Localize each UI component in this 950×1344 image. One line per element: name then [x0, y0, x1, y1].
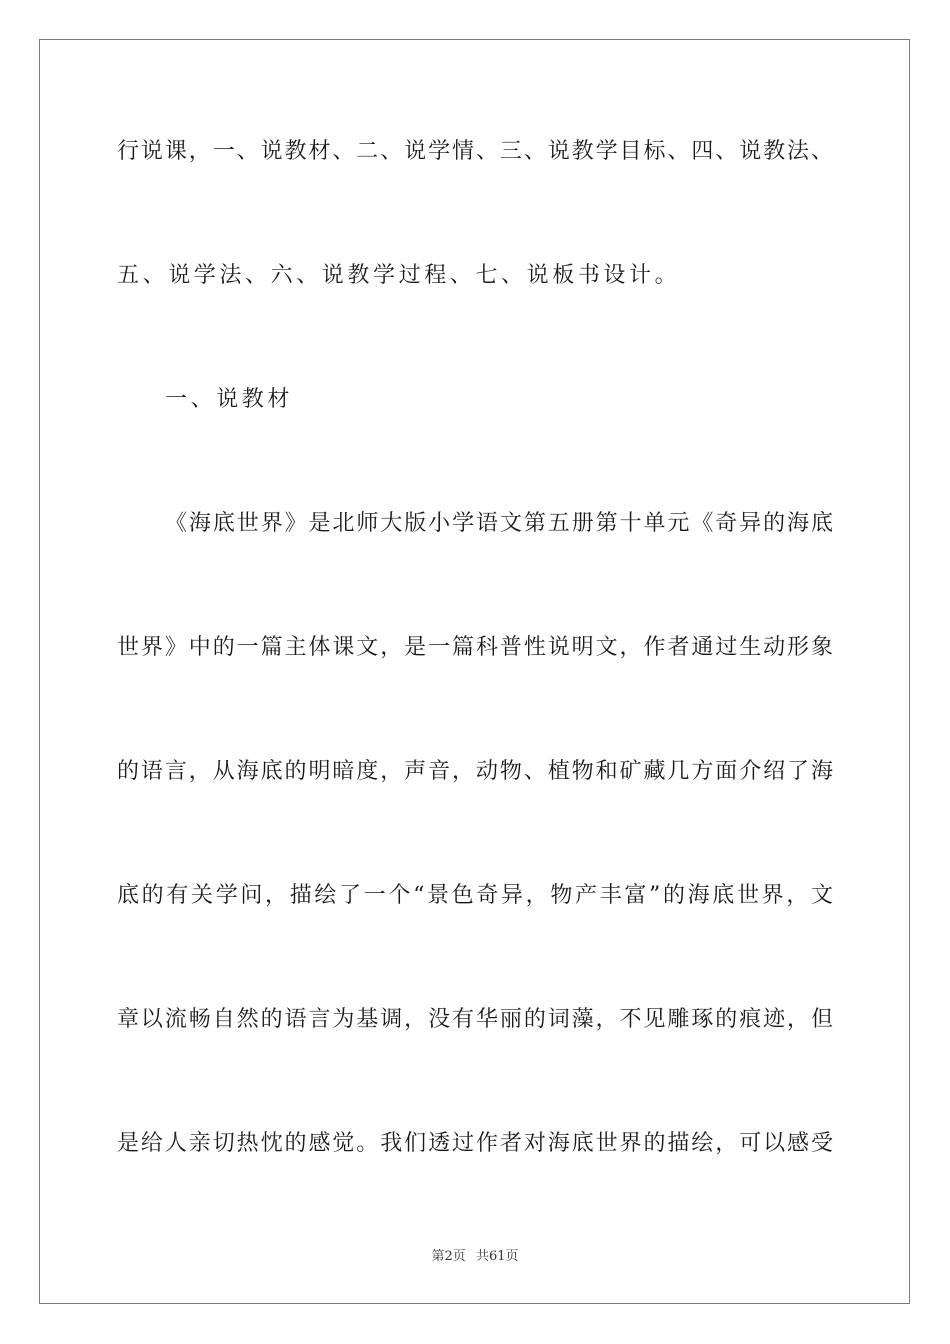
- paragraph-line: 《海底世界》是北师大版小学语文第五册第十单元《奇异的海底: [165, 511, 833, 536]
- paragraph-line: 章以流畅自然的语言为基调，没有华丽的词藻，不见雕琢的痕迹，但: [117, 1007, 833, 1032]
- section-heading: 一、说教材: [165, 387, 294, 412]
- page-border: [39, 39, 910, 1304]
- paragraph-line: 底的有关学问，描绘了一个“景色奇异，物产丰富”的海底世界，文: [117, 883, 833, 908]
- page-footer: [0, 1248, 950, 1266]
- paragraph-line: 五、说学法、六、说教学过程、七、说板书设计。: [117, 263, 681, 288]
- paragraph-line: 行说课，一、说教材、二、说学情、三、说教学目标、四、说教法、: [117, 139, 833, 164]
- page-total: 共61页: [475, 1249, 519, 1264]
- paragraph-line: 的语言，从海底的明暗度，声音，动物、植物和矿藏几方面介绍了海: [117, 759, 833, 784]
- paragraph-line: 是给人亲切热忱的感觉。我们透过作者对海底世界的描绘，可以感受: [117, 1131, 833, 1156]
- page-number: 第2页: [431, 1249, 466, 1264]
- paragraph-line: 世界》中的一篇主体课文，是一篇科普性说明文，作者通过生动形象: [117, 635, 833, 660]
